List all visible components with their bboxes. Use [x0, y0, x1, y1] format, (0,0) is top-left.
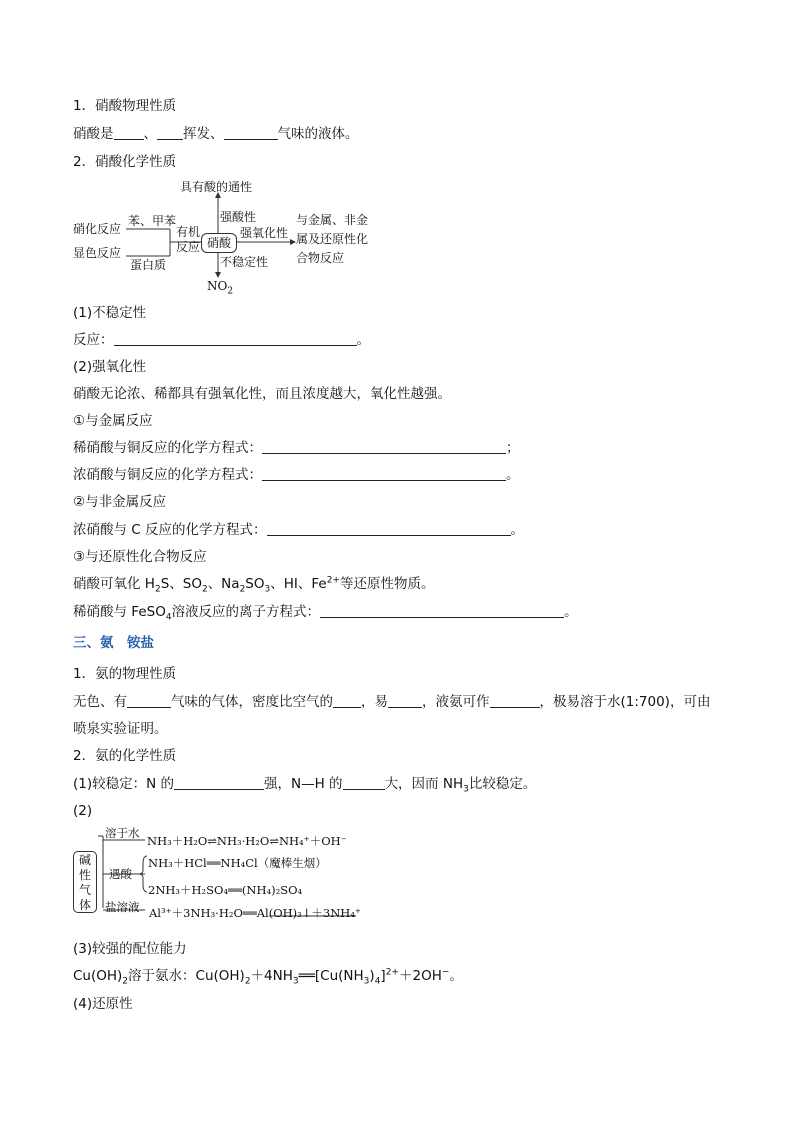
answer-blank[interactable]: [262, 466, 506, 481]
label-acid: 遇酸: [109, 867, 132, 881]
node-metal-reaction: 与金属、非金: [296, 213, 369, 227]
answer-blank[interactable]: [388, 693, 422, 708]
text-line: (1)较稳定：N 的 强，N—H 的 大，因而 $NH_3$比较稳定。: [73, 776, 537, 795]
answer-blank[interactable]: [333, 693, 361, 708]
reagent-benzene: 苯、甲苯: [128, 214, 177, 228]
answer-blank[interactable]: [127, 693, 171, 708]
text-line: 硝酸是 、 挥发、 气味的液体。: [73, 126, 359, 142]
reagent-protein: 蛋白质: [130, 258, 167, 272]
subheading: (4)还原性: [73, 996, 133, 1012]
section-heading: 1．氨的物理性质: [73, 666, 177, 682]
label-salt: 盐溶液: [105, 900, 140, 914]
text-line: (2): [73, 803, 93, 819]
subheading: ②与非金属反应: [73, 494, 167, 510]
text-line: 反应： 。: [73, 332, 370, 348]
text-line: 无色、有 气味的气体，密度比空气的 ，易 ，液氨可作 ，极易溶于水(1:700)，可由: [73, 694, 711, 710]
edge-strong-acid: 强酸性: [220, 210, 257, 224]
node-color-reaction: 显色反应: [73, 246, 122, 260]
answer-blank[interactable]: [262, 439, 506, 454]
node-nitration: 硝化反应: [73, 222, 122, 236]
text-line: 硝酸无论浓、稀都具有强氧化性，而且浓度越大，氧化性越强。: [73, 386, 451, 402]
section-heading: 1．硝酸物理性质: [73, 98, 177, 114]
reaction-water: NH₃＋H₂O⇌NH₃·H₂O⇌NH₄⁺＋OH⁻: [147, 834, 347, 848]
node-acid-general: 具有酸的通性: [180, 180, 253, 194]
text-line: 喷泉实验证明。: [73, 721, 168, 737]
answer-blank[interactable]: [267, 521, 511, 536]
section-heading: 2．氨的化学性质: [73, 748, 177, 764]
answer-blank[interactable]: [114, 331, 357, 346]
text-line: 稀硝酸与铜反应的化学方程式： ；: [73, 440, 520, 456]
answer-blank[interactable]: [490, 693, 540, 708]
answer-blank[interactable]: [174, 775, 264, 790]
section-title: 三、氨 铵盐: [73, 635, 154, 651]
reaction-h2so4: 2NH₃＋H₂SO₄══(NH₄)₂SO₄: [148, 883, 303, 897]
edge-organic: 反应: [176, 240, 201, 254]
answer-blank[interactable]: [157, 125, 183, 140]
edge-organic: 有机: [176, 225, 201, 239]
subheading: ①与金属反应: [73, 413, 153, 429]
answer-blank[interactable]: [114, 125, 144, 140]
section-heading: 2．硝酸化学性质: [73, 154, 177, 170]
node-metal-reaction: 合物反应: [296, 251, 345, 265]
node-no2: $NO_2$: [207, 279, 234, 297]
basic-gas-box: 碱 性 气 体: [73, 851, 97, 913]
text-line: 硝酸可氧化 $H_2S$、$SO_2$、$Na_2SO_3$、HI、$Fe^{2+}$等还原性物质。: [73, 575, 435, 595]
label-dissolve: 溶于水: [105, 826, 140, 840]
text-line: 浓硝酸与铜反应的化学方程式： 。: [73, 467, 520, 483]
nitric-acid-diagram: [70, 178, 390, 296]
edge-oxidizing: 强氧化性: [240, 226, 289, 240]
text-line: $Cu(OH)_2$溶于氨水：$Cu(OH)_2+4NH_3══[Cu(NH_3)_4]^{2+}+2OH^-$。: [73, 967, 463, 987]
text-line: 稀硝酸与 FeSO$_4$溶液反应的离子方程式： 。: [73, 604, 578, 623]
answer-blank[interactable]: [343, 775, 385, 790]
reaction-al: Al³⁺＋3NH₃·H₂O══Al(OH)₃↓＋3NH₄⁺: [149, 906, 361, 920]
subheading: (1)不稳定性: [73, 305, 147, 321]
edge-unstable: 不稳定性: [220, 255, 269, 269]
ammonia-diagram: [73, 826, 393, 920]
subheading: (2)强氧化性: [73, 359, 147, 375]
answer-blank[interactable]: [320, 603, 564, 618]
reaction-hcl: NH₃＋HCl══NH₄Cl（魔棒生烟）: [148, 856, 327, 870]
subheading: (3)较强的配位能力: [73, 941, 187, 957]
subheading: ③与还原性化合物反应: [73, 549, 207, 565]
node-metal-reaction: 属及还原性化: [296, 232, 369, 246]
answer-blank[interactable]: [224, 125, 278, 140]
node-nitric-acid: 硝酸: [201, 233, 237, 253]
text-line: 浓硝酸与 C 反应的化学方程式： 。: [73, 522, 525, 538]
